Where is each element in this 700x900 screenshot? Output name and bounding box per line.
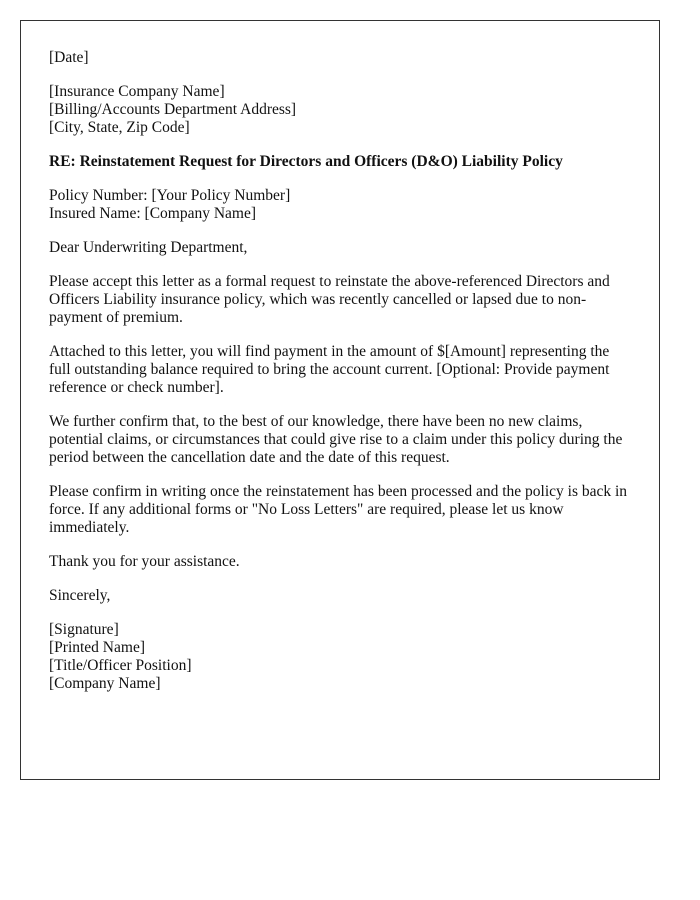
subject-text: RE: Reinstatement Request for Directors and Officers (D&O) Liability Policy [49, 153, 563, 170]
closing-text: Sincerely, [49, 587, 111, 604]
thanks-line [49, 553, 631, 571]
recipient-department-address: [Billing/Accounts Department Address] [49, 101, 297, 118]
thanks-text: Thank you for your assistance. [49, 553, 240, 570]
body-paragraph-payment: Attached to this letter, you will find payment in the amount of $[Amount] representing the full outstanding balance required to bring the account current. [Optional: Provide payment reference or check number]. [49, 343, 610, 396]
letter-date: [Date] [49, 49, 89, 66]
policy-number: Policy Number: [Your Policy Number] [49, 187, 291, 204]
salutation-text: Dear Underwriting Department, [49, 239, 248, 256]
signature-placeholder: [Signature] [49, 621, 119, 638]
closing-line [49, 587, 631, 605]
salutation [49, 239, 631, 257]
recipient-company: [Insurance Company Name] [49, 83, 225, 100]
recipient-city-state-zip: [City, State, Zip Code] [49, 119, 190, 136]
body-paragraph-request: Please accept this letter as a formal request to reinstate the above-referenced Directors and Officers Liability insurance policy, which was recently cancelled or lapsed due to non-payment of premium. [49, 273, 610, 326]
letter-page [20, 20, 660, 780]
signature-block [49, 621, 631, 693]
officer-title: [Title/Officer Position] [49, 657, 192, 674]
body-paragraph-no-claims: We further confirm that, to the best of our knowledge, there have been no new claims, potential claims, or circumstances that could give rise to a claim under this policy during the period between the cancellation date and the date of this request. [49, 413, 623, 466]
sender-company: [Company Name] [49, 675, 161, 692]
recipient-address [49, 83, 631, 137]
insured-name: Insured Name: [Company Name] [49, 205, 257, 222]
policy-info [49, 187, 631, 223]
subject-line [49, 153, 631, 171]
date-block [49, 49, 631, 67]
body-paragraph-confirmation: Please confirm in writing once the reinstatement has been processed and the policy is back in force. If any additional forms or "No Loss Letters" are required, please let us know immediately. [49, 483, 628, 536]
printed-name: [Printed Name] [49, 639, 145, 656]
